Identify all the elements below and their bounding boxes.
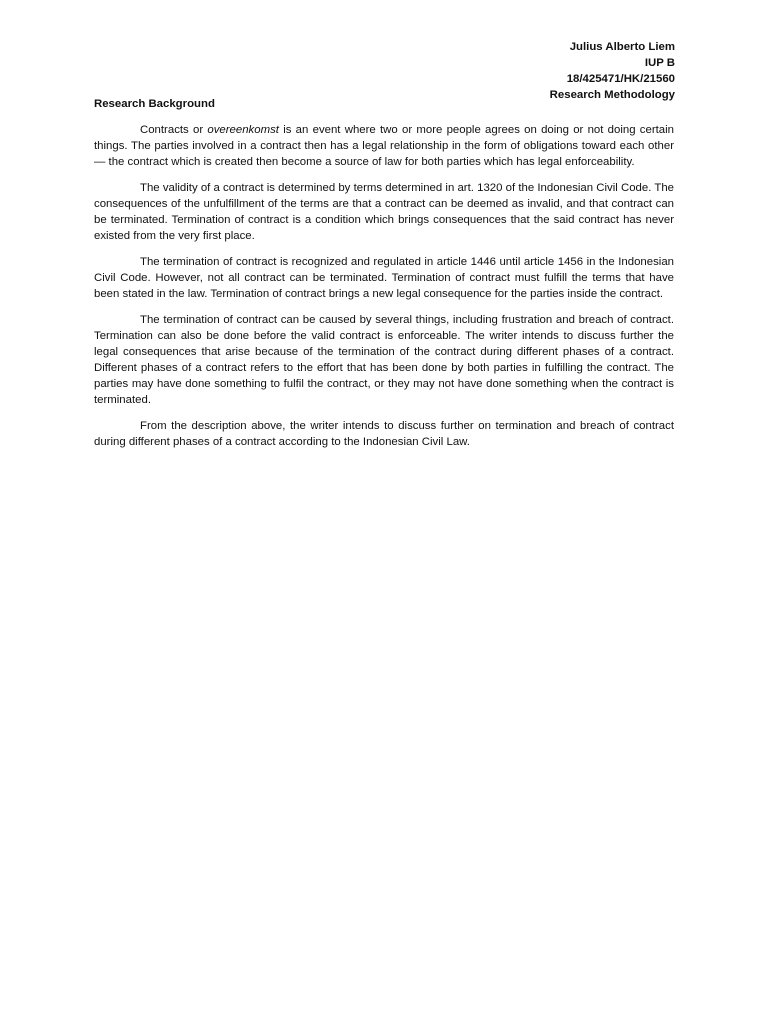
paragraph-1 (94, 122, 674, 170)
italic-term: overeenkomst (207, 124, 279, 136)
author-header (550, 39, 675, 103)
course-name: Research Methodology (549, 89, 675, 101)
document-body (94, 122, 674, 460)
student-id: 18/425471/HK/21560 (566, 73, 675, 85)
paragraph-2: The validity of a contract is determined by terms determined in art. 1320 of the Indonesian Civil Code. The consequences of the unfulfillment of the terms are that a contract can be deemed as invalid, and that contract can be terminated. Termination of contract is a condition which brings consequences that the said contract has never existed from the very first place. (94, 182, 674, 242)
author-name: Julius Alberto Liem (569, 41, 675, 53)
paragraph-4: The termination of contract can be caused by several things, including frustration and breach of contract. Termination can also be done before the valid contract is enforceable. The writer intends to discuss further the legal consequences that arise because of the termination of the contract during different phases of a contract. Different phases of a contract refers to the effort that has been done by both parties in fulfilling the contract. The parties may have done something to fulfil the contract, or they may not have done something when the contract is terminated. (94, 314, 674, 406)
paragraph-5: From the description above, the writer intends to discuss further on termination and breach of contract during different phases of a contract according to the Indonesian Civil Law. (94, 420, 674, 448)
class-label: IUP B (644, 57, 675, 69)
paragraph-3: The termination of contract is recognized and regulated in article 1446 until article 1456 in the Indonesian Civil Code. However, not all contract can be terminated. Termination of contract must fulfill the terms that have been stated in the law. Termination of contract brings a new legal consequence for the parties inside the contract. (94, 256, 674, 300)
section-title: Research Background (94, 98, 215, 110)
paragraph-1-rest: is an event where two or more people agrees on doing or not doing certain things. The parties involved in a contract then has a legal relationship in the form of obligations toward each other — the contract which is created then become a source of law for both parties which has legal enforceability. (94, 124, 674, 168)
paragraph-1-lead: Contracts or (140, 124, 208, 136)
